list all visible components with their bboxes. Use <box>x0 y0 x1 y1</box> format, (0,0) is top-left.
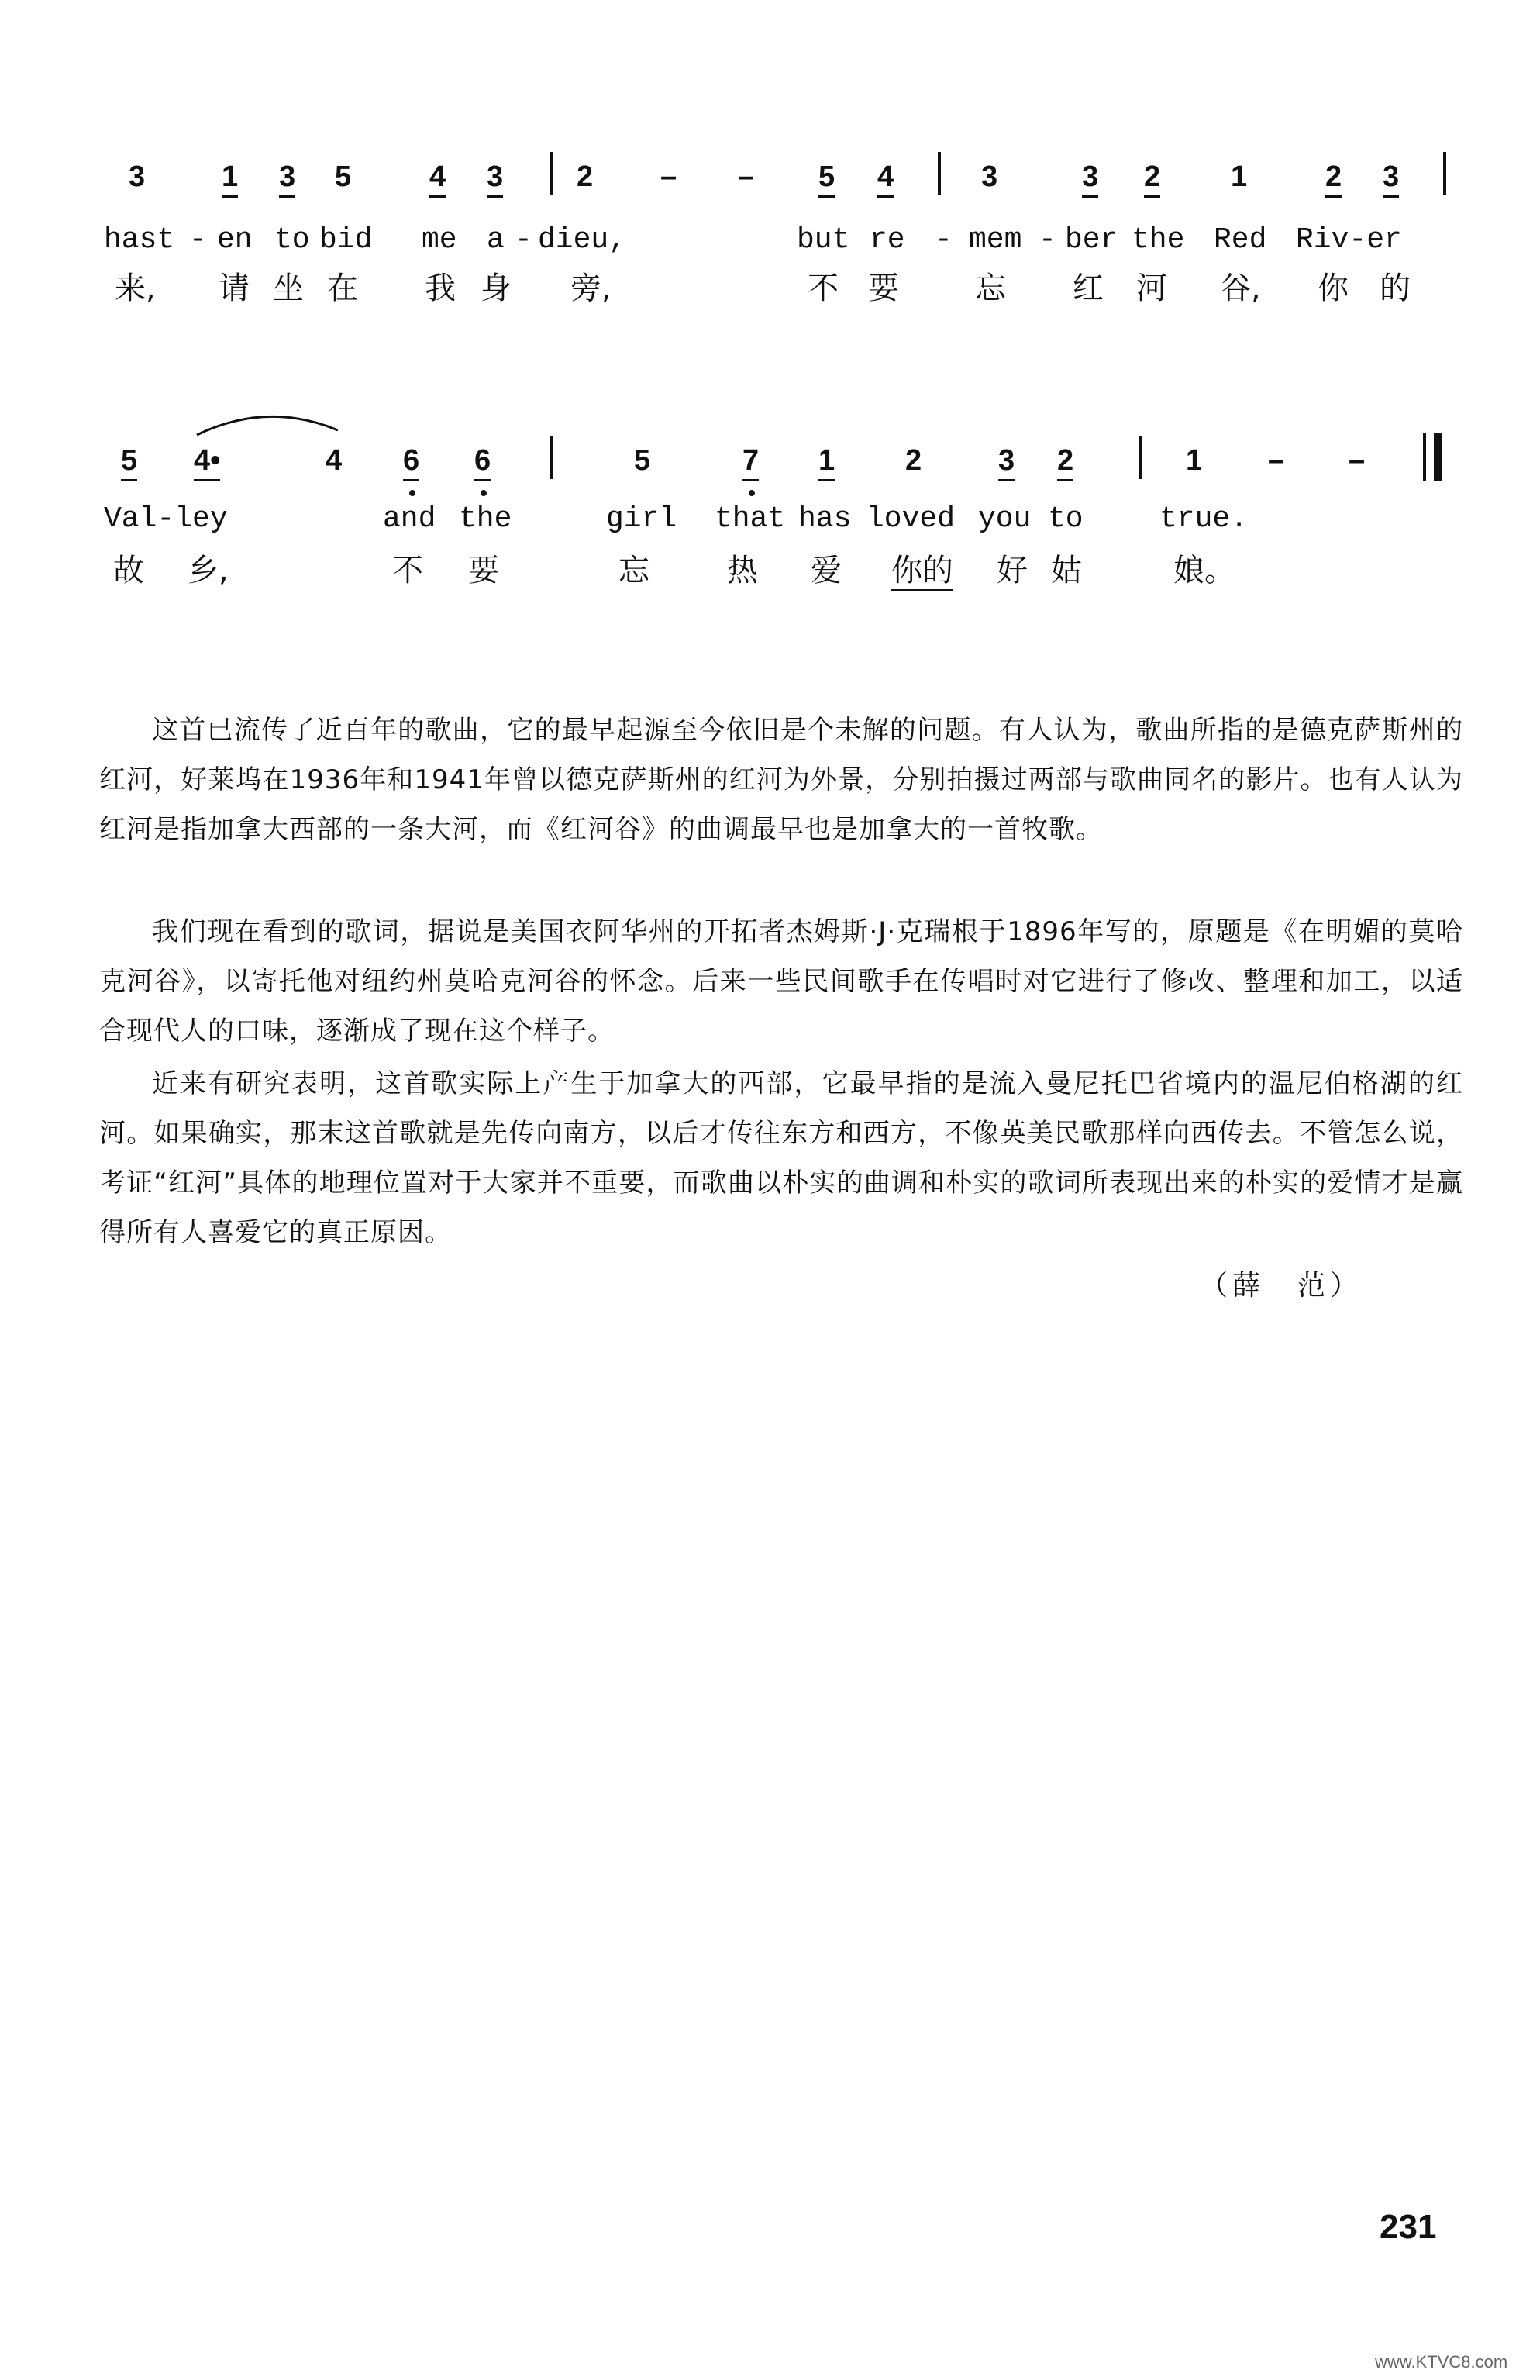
note: 2 <box>1144 161 1160 198</box>
lyric-en: mem <box>969 223 1022 257</box>
note: 2 <box>905 444 922 477</box>
lyric-en: Red <box>1214 223 1267 257</box>
watermark: www.KTVC8.com <box>1375 2352 1508 2371</box>
lyric-en: dieu, <box>538 223 627 257</box>
lyric-en: me <box>422 223 457 257</box>
note: 4• <box>194 445 220 481</box>
paragraph: 我们现在看到的歌词，据说是美国衣阿华州的开拓者杰姆斯·J·克瑞根于1896年写的，原题是《在明媚的莫哈克河谷》，以寄托他对纽约州莫哈克河谷的怀念。后来一些民间歌手在传唱时对它进行了修改、整理和加工，以适合现代人的口味，逐渐成了现在这个样子。 <box>99 916 1463 1047</box>
lyric-en: to <box>274 223 310 257</box>
lyric-en: hast <box>104 223 175 257</box>
low-octave-dot <box>481 490 487 496</box>
lyric-zh: 身 <box>481 271 512 306</box>
note: 1 <box>1231 160 1248 193</box>
lyric-zh: 请 <box>219 271 250 306</box>
note: 4 <box>877 161 894 198</box>
lyric-en: a <box>487 223 505 257</box>
lyric-en: loved <box>866 502 956 536</box>
lyric-en: - <box>189 223 207 257</box>
lyric-zh: 热 <box>727 553 758 588</box>
lyric-en: bid <box>319 223 373 257</box>
note: 1 <box>222 161 238 198</box>
low-octave-dot <box>409 490 415 496</box>
note: 2 <box>1325 161 1342 198</box>
note: 3 <box>1082 161 1098 198</box>
note: 6 <box>474 445 491 481</box>
lyric-zh: 好 <box>997 553 1028 588</box>
lyric-zh: 你 <box>1318 271 1349 306</box>
lyric-zh: 要 <box>468 553 499 588</box>
note: 4 <box>429 161 446 198</box>
note: 3 <box>981 160 998 193</box>
bar-line <box>550 436 553 479</box>
note: 1 <box>1186 444 1203 477</box>
lyric-zh: 姑 <box>1051 553 1082 588</box>
slur <box>194 407 341 438</box>
note: 3 <box>129 160 146 193</box>
lyric-zh: 来, <box>115 271 156 306</box>
lyric-zh: 的 <box>1380 271 1411 306</box>
lyric-zh-underlined: 你的 <box>891 554 953 591</box>
note: 3 <box>487 161 503 198</box>
final-bar-thick <box>1434 433 1442 481</box>
dash-hold: – <box>660 160 677 193</box>
lyric-en: en <box>217 223 253 257</box>
lyric-en: true. <box>1159 502 1249 536</box>
lyric-zh: 在 <box>327 271 358 306</box>
lyric-zh: 娘。 <box>1173 553 1235 588</box>
note: 5 <box>634 444 651 477</box>
lyric-zh: 坐 <box>273 271 304 306</box>
attribution: （薛 范） <box>1200 1270 1363 1302</box>
lyric-en: - <box>1039 223 1056 257</box>
lyric-zh: 故 <box>113 553 144 588</box>
dash-hold: – <box>738 160 755 193</box>
note: 2 <box>577 160 594 193</box>
lyric-en: Riv-er <box>1296 223 1402 257</box>
lyric-zh: 旁, <box>570 271 612 306</box>
note: 6 <box>403 445 419 481</box>
lyric-en: the <box>459 502 512 536</box>
note: 5 <box>335 160 352 193</box>
bar-line <box>1443 152 1446 195</box>
lyric-en: girl <box>606 502 677 536</box>
lyric-zh: 不 <box>808 271 839 306</box>
lyric-en: that <box>715 502 786 536</box>
lyric-en: and <box>383 502 436 536</box>
paragraph: 这首已流传了近百年的歌曲，它的最早起源至今依旧是个未解的问题。有人认为，歌曲所指的是德克萨斯州的红河，好莱坞在1936年和1941年曾以德克萨斯州的红河为外景，分别拍摄过两部与歌曲同名的影片。也有人认为红河是指加拿大西部的一条大河，而《红河谷》的曲调最早也是加拿大的一首牧歌。 <box>99 715 1463 845</box>
note: 7 <box>742 445 759 481</box>
lyric-zh: 不 <box>392 553 423 588</box>
note: 3 <box>1383 161 1399 198</box>
lyric-zh: 忘 <box>618 553 649 588</box>
lyric-zh: 要 <box>868 271 899 306</box>
lyric-zh: 乡, <box>188 553 229 588</box>
note: 3 <box>279 161 295 198</box>
lyric-zh: 红 <box>1073 271 1104 306</box>
note: 4 <box>326 444 343 477</box>
dash-hold: – <box>1268 444 1285 477</box>
note: 3 <box>998 445 1015 481</box>
lyric-en: you <box>978 502 1032 536</box>
bar-line <box>550 152 553 195</box>
lyric-zh: 爱 <box>811 553 842 588</box>
dash-hold: – <box>1349 444 1366 477</box>
note: 5 <box>818 161 835 198</box>
lyric-en: has <box>798 502 852 536</box>
lyric-zh: 忘 <box>975 271 1006 306</box>
lyric-en: but <box>797 223 850 257</box>
lyric-en: ber <box>1065 223 1118 257</box>
lyric-en: Val-ley <box>104 502 228 536</box>
final-bar-thin <box>1423 433 1426 481</box>
lyric-zh: 谷, <box>1220 271 1261 306</box>
lyric-en: to <box>1048 502 1084 536</box>
page-number: 231 <box>1380 2208 1437 2246</box>
lyric-zh: 我 <box>425 271 456 306</box>
note: 2 <box>1057 445 1073 481</box>
lyric-en: the <box>1132 223 1185 257</box>
note: 1 <box>818 445 835 481</box>
bar-line <box>938 152 941 195</box>
lyric-en: - <box>515 223 532 257</box>
paragraph: 近来有研究表明，这首歌实际上产生于加拿大的西部，它最早指的是流入曼尼托巴省境内的温尼伯格湖的红河。如果确实，那末这首歌就是先传向南方，以后才传往东方和西方，不像英美民歌那样向西传去。不管怎么说，考证“红河”具体的地理位置对于大家并不重要，而歌曲以朴实的曲调和朴实的歌词所表现出来的朴实的爱情才是赢得所有人喜爱它的真正原因。 <box>99 1068 1463 1248</box>
lyric-en: - <box>935 223 953 257</box>
lyric-en: re <box>870 223 905 257</box>
bar-line <box>1139 436 1142 479</box>
low-octave-dot <box>749 490 755 496</box>
lyric-zh: 河 <box>1136 271 1167 306</box>
note: 5 <box>121 445 137 481</box>
